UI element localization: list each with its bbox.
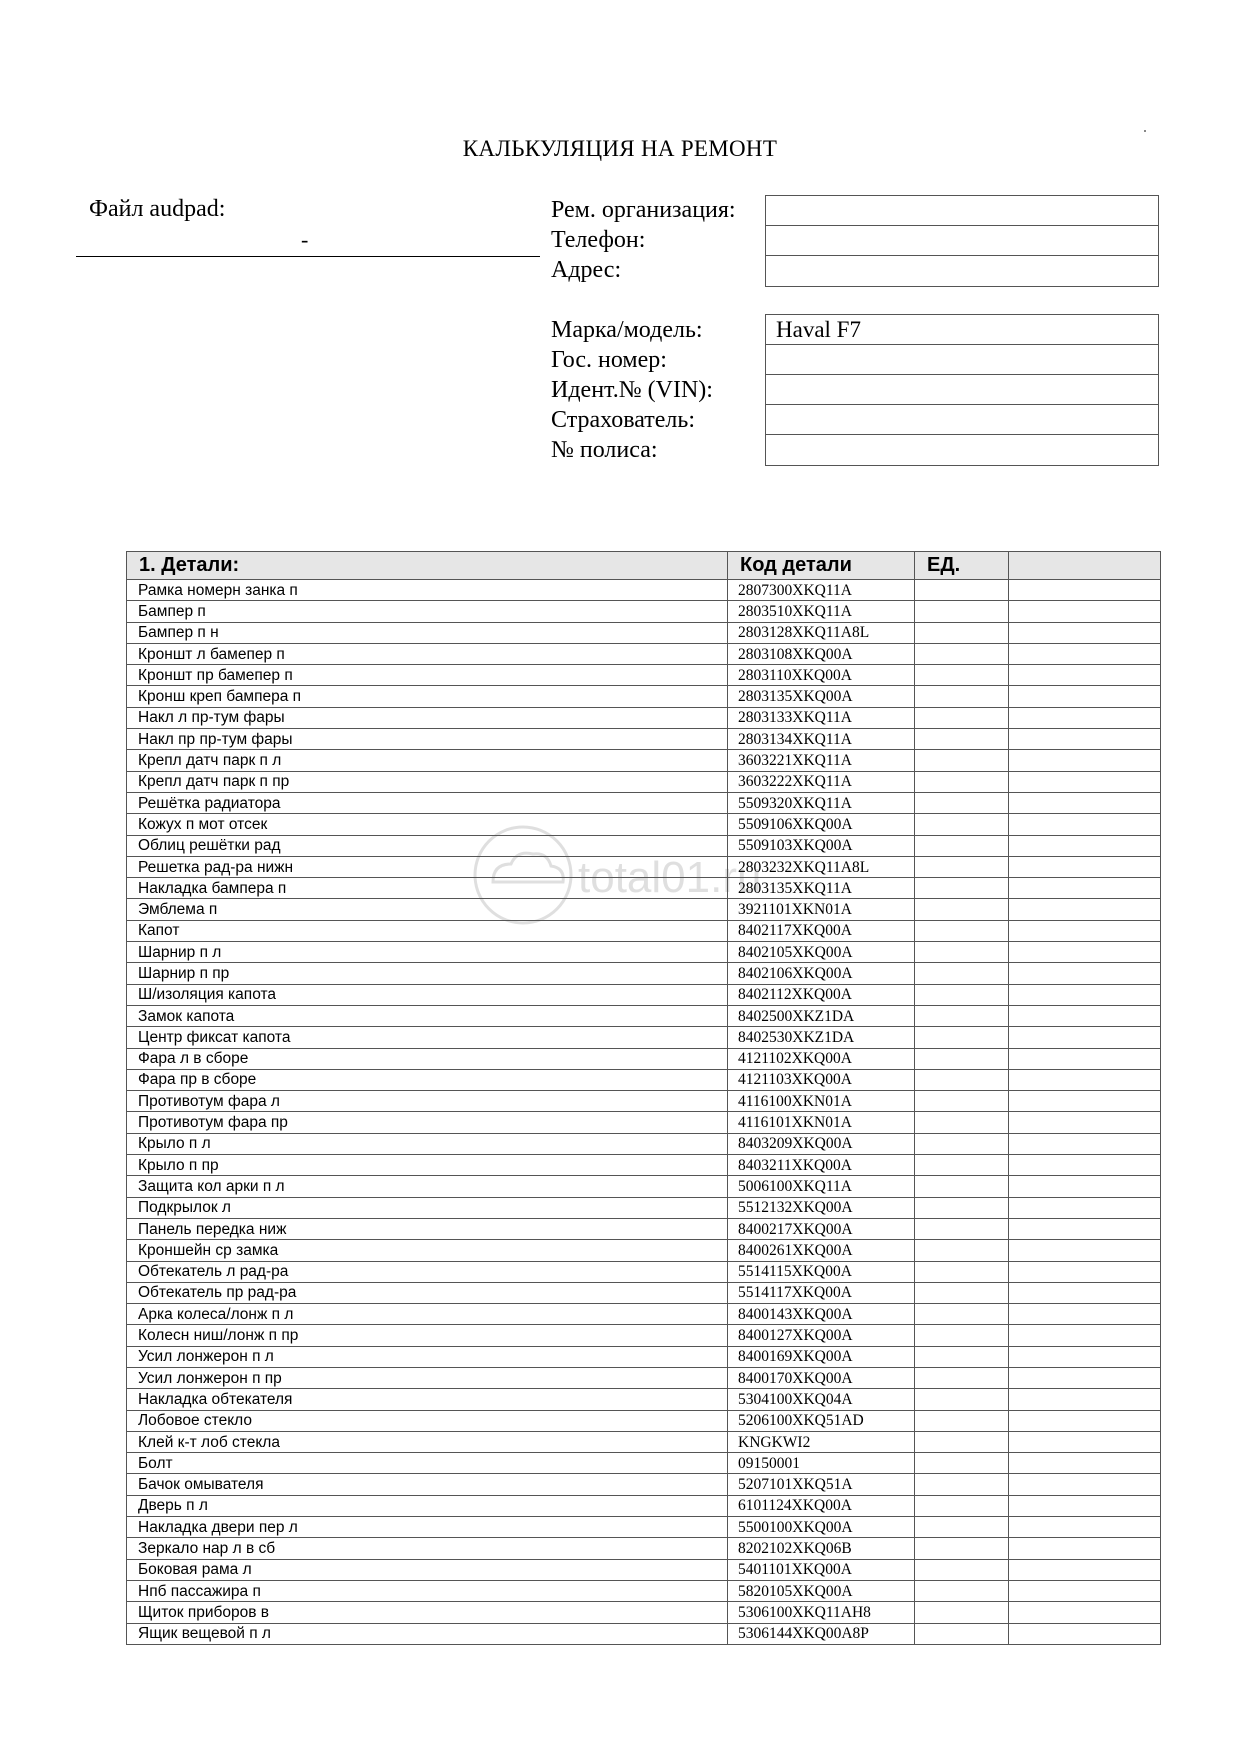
part-extra xyxy=(1009,1112,1161,1133)
table-row xyxy=(127,942,1161,963)
part-name: Крепл датч парк п пр xyxy=(127,771,728,792)
plate-field[interactable] xyxy=(766,345,1158,375)
part-extra xyxy=(1009,729,1161,750)
vin-field[interactable] xyxy=(766,375,1158,405)
table-row xyxy=(127,1431,1161,1452)
part-code: 5206100XKQ51AD xyxy=(728,1410,915,1431)
part-unit xyxy=(915,1069,1009,1090)
part-code: 2803128XKQ11A8L xyxy=(728,622,915,643)
table-row xyxy=(127,1538,1161,1559)
part-code: 3921101XKN01A xyxy=(728,899,915,920)
vehicle-fields xyxy=(765,314,1159,466)
part-unit xyxy=(915,1218,1009,1239)
table-row xyxy=(127,643,1161,664)
table-row xyxy=(127,1602,1161,1623)
table-row xyxy=(127,771,1161,792)
table-row xyxy=(127,920,1161,941)
part-extra xyxy=(1009,920,1161,941)
part-name: Усил лонжерон п пр xyxy=(127,1367,728,1388)
part-code: 5509103XKQ00A xyxy=(728,835,915,856)
table-row xyxy=(127,1005,1161,1026)
part-code: 2803108XKQ00A xyxy=(728,643,915,664)
part-extra xyxy=(1009,1367,1161,1388)
part-code: 5509106XKQ00A xyxy=(728,814,915,835)
part-extra xyxy=(1009,771,1161,792)
part-name: Противотум фара пр xyxy=(127,1112,728,1133)
table-row xyxy=(127,707,1161,728)
part-unit xyxy=(915,1559,1009,1580)
model-field[interactable]: Haval F7 xyxy=(766,315,1158,345)
part-unit xyxy=(915,1495,1009,1516)
part-name: Кожух п мот отсек xyxy=(127,814,728,835)
part-code: 4116100XKN01A xyxy=(728,1091,915,1112)
part-name: Накладка обтекателя xyxy=(127,1389,728,1410)
part-code: 8400170XKQ00A xyxy=(728,1367,915,1388)
part-name: Подкрылок л xyxy=(127,1197,728,1218)
part-code: 2807300XKQ11A xyxy=(728,580,915,601)
part-name: Боковая рама л xyxy=(127,1559,728,1580)
part-unit xyxy=(915,1453,1009,1474)
file-value: - xyxy=(301,227,309,252)
table-row xyxy=(127,1517,1161,1538)
part-unit xyxy=(915,1346,1009,1367)
part-name: Замок капота xyxy=(127,1005,728,1026)
table-row xyxy=(127,963,1161,984)
part-name: Болт xyxy=(127,1453,728,1474)
part-name: Зеркало нар л в сб xyxy=(127,1538,728,1559)
table-row xyxy=(127,665,1161,686)
part-code: 8402105XKQ00A xyxy=(728,942,915,963)
part-unit xyxy=(915,771,1009,792)
part-code: 8400217XKQ00A xyxy=(728,1218,915,1239)
part-code: 6101124XKQ00A xyxy=(728,1495,915,1516)
part-name: Ящик вещевой п л xyxy=(127,1623,728,1644)
part-name: Шарнир п пр xyxy=(127,963,728,984)
part-unit xyxy=(915,707,1009,728)
part-unit xyxy=(915,580,1009,601)
part-name: Противотум фара л xyxy=(127,1091,728,1112)
table-row xyxy=(127,1623,1161,1644)
part-name: Крыло п л xyxy=(127,1133,728,1154)
part-unit xyxy=(915,1155,1009,1176)
table-row xyxy=(127,1048,1161,1069)
part-extra xyxy=(1009,942,1161,963)
address-field[interactable] xyxy=(766,256,1158,286)
part-code: 8403211XKQ00A xyxy=(728,1155,915,1176)
file-label: Файл audpad: xyxy=(89,196,226,222)
table-row xyxy=(127,835,1161,856)
part-code: 8202102XKQ06B xyxy=(728,1538,915,1559)
part-code: 5304100XKQ04A xyxy=(728,1389,915,1410)
part-extra xyxy=(1009,1453,1161,1474)
part-code: 8400261XKQ00A xyxy=(728,1240,915,1261)
table-row xyxy=(127,1261,1161,1282)
part-extra xyxy=(1009,1005,1161,1026)
policy-label: № полиса: xyxy=(551,437,658,463)
part-extra xyxy=(1009,1176,1161,1197)
part-name: Арка колеса/лонж п л xyxy=(127,1304,728,1325)
part-unit xyxy=(915,835,1009,856)
file-underline xyxy=(76,256,540,257)
part-unit xyxy=(915,1431,1009,1452)
part-name: Бампер п н xyxy=(127,622,728,643)
part-unit xyxy=(915,1474,1009,1495)
part-name: Центр фиксат капота xyxy=(127,1027,728,1048)
table-row xyxy=(127,601,1161,622)
part-name: Колесн ниш/лонж п пр xyxy=(127,1325,728,1346)
part-unit xyxy=(915,1367,1009,1388)
part-code: 2803135XKQ00A xyxy=(728,686,915,707)
part-unit xyxy=(915,1325,1009,1346)
part-extra xyxy=(1009,835,1161,856)
part-code: 4121103XKQ00A xyxy=(728,1069,915,1090)
part-unit xyxy=(915,1005,1009,1026)
part-name: Обтекатель пр рад-ра xyxy=(127,1282,728,1303)
part-extra xyxy=(1009,1133,1161,1154)
part-name: Фара л в сборе xyxy=(127,1048,728,1069)
part-extra xyxy=(1009,1389,1161,1410)
part-unit xyxy=(915,750,1009,771)
part-extra xyxy=(1009,1474,1161,1495)
part-name: Кроншт л бамепер п xyxy=(127,643,728,664)
table-row xyxy=(127,1410,1161,1431)
part-code: 5306100XKQ11AH8 xyxy=(728,1602,915,1623)
part-extra xyxy=(1009,1027,1161,1048)
part-extra xyxy=(1009,1325,1161,1346)
part-name: Решётка радиатора xyxy=(127,792,728,813)
part-name: Бампер п xyxy=(127,601,728,622)
part-name: Облиц решётки рад xyxy=(127,835,728,856)
table-row xyxy=(127,1367,1161,1388)
part-unit xyxy=(915,814,1009,835)
part-extra xyxy=(1009,878,1161,899)
repair-org-fields xyxy=(765,195,1159,287)
part-code: 8400127XKQ00A xyxy=(728,1325,915,1346)
part-name: Фара пр в сборе xyxy=(127,1069,728,1090)
part-unit xyxy=(915,1538,1009,1559)
part-code: 5509320XKQ11A xyxy=(728,792,915,813)
header-unit: ЕД. xyxy=(915,552,1009,580)
part-extra xyxy=(1009,1197,1161,1218)
part-extra xyxy=(1009,814,1161,835)
part-extra xyxy=(1009,686,1161,707)
part-unit xyxy=(915,1176,1009,1197)
part-unit xyxy=(915,942,1009,963)
part-extra xyxy=(1009,1602,1161,1623)
parts-table-header xyxy=(127,552,1161,580)
part-name: Накладка двери пер л xyxy=(127,1517,728,1538)
part-code: 2803110XKQ00A xyxy=(728,665,915,686)
table-row xyxy=(127,1112,1161,1133)
part-name: Эмблема п xyxy=(127,899,728,920)
part-code: 5514115XKQ00A xyxy=(728,1261,915,1282)
plate-label: Гос. номер: xyxy=(551,347,667,373)
part-name: Лобовое стекло xyxy=(127,1410,728,1431)
part-extra xyxy=(1009,1069,1161,1090)
part-extra xyxy=(1009,856,1161,877)
part-code: 2803232XKQ11A8L xyxy=(728,856,915,877)
part-name: Нпб пассажира п xyxy=(127,1580,728,1601)
table-row xyxy=(127,1069,1161,1090)
part-extra xyxy=(1009,643,1161,664)
document-title: КАЛЬКУЛЯЦИЯ НА РЕМОНТ xyxy=(462,136,778,161)
part-code: 8403209XKQ00A xyxy=(728,1133,915,1154)
parts-table xyxy=(126,551,1161,1645)
part-code: 2803510XKQ11A xyxy=(728,601,915,622)
table-row xyxy=(127,1282,1161,1303)
part-extra xyxy=(1009,750,1161,771)
part-extra xyxy=(1009,1623,1161,1644)
part-name: Кроншейн ср замка xyxy=(127,1240,728,1261)
part-name: Усил лонжерон п л xyxy=(127,1346,728,1367)
part-unit xyxy=(915,920,1009,941)
table-row xyxy=(127,1091,1161,1112)
table-row xyxy=(127,814,1161,835)
part-extra xyxy=(1009,665,1161,686)
table-row xyxy=(127,984,1161,1005)
part-name: Накл пр пр-тум фары xyxy=(127,729,728,750)
part-code: 8402106XKQ00A xyxy=(728,963,915,984)
part-code: 5514117XKQ00A xyxy=(728,1282,915,1303)
part-unit xyxy=(915,729,1009,750)
part-extra xyxy=(1009,1240,1161,1261)
scan-dot xyxy=(1144,130,1146,132)
part-unit xyxy=(915,963,1009,984)
part-unit xyxy=(915,643,1009,664)
part-extra xyxy=(1009,622,1161,643)
part-extra xyxy=(1009,580,1161,601)
part-extra xyxy=(1009,1495,1161,1516)
table-row xyxy=(127,1240,1161,1261)
table-row xyxy=(127,1453,1161,1474)
policy-field[interactable] xyxy=(766,435,1158,465)
table-row xyxy=(127,580,1161,601)
part-unit xyxy=(915,1027,1009,1048)
part-unit xyxy=(915,984,1009,1005)
part-code: 3603222XKQ11A xyxy=(728,771,915,792)
table-row xyxy=(127,1580,1161,1601)
table-row xyxy=(127,1346,1161,1367)
part-code: 8402500XKZ1DA xyxy=(728,1005,915,1026)
part-code: 2803135XKQ11A xyxy=(728,878,915,899)
part-extra xyxy=(1009,1431,1161,1452)
table-row xyxy=(127,899,1161,920)
table-row xyxy=(127,750,1161,771)
part-unit xyxy=(915,792,1009,813)
part-name: Рамка номерн занка п xyxy=(127,580,728,601)
part-code: 5820105XKQ00A xyxy=(728,1580,915,1601)
part-extra xyxy=(1009,1048,1161,1069)
part-extra xyxy=(1009,1091,1161,1112)
part-unit xyxy=(915,1133,1009,1154)
part-code: KNGKWI2 xyxy=(728,1431,915,1452)
part-name: Клей к-т лоб стекла xyxy=(127,1431,728,1452)
part-unit xyxy=(915,1240,1009,1261)
part-extra xyxy=(1009,899,1161,920)
watermark-text: total01.ru xyxy=(578,853,762,902)
part-name: Капот xyxy=(127,920,728,941)
part-extra xyxy=(1009,963,1161,984)
table-row xyxy=(127,792,1161,813)
part-unit xyxy=(915,856,1009,877)
part-unit xyxy=(915,1112,1009,1133)
part-name: Крыло п пр xyxy=(127,1155,728,1176)
part-unit xyxy=(915,878,1009,899)
part-name: Ш/изоляция капота xyxy=(127,984,728,1005)
part-name: Бачок омывателя xyxy=(127,1474,728,1495)
part-code: 2803134XKQ11A xyxy=(728,729,915,750)
part-code: 4121102XKQ00A xyxy=(728,1048,915,1069)
part-unit xyxy=(915,1048,1009,1069)
part-unit xyxy=(915,686,1009,707)
part-code: 5207101XKQ51A xyxy=(728,1474,915,1495)
part-name: Кронш креп бампера п xyxy=(127,686,728,707)
part-extra xyxy=(1009,1538,1161,1559)
part-unit xyxy=(915,1282,1009,1303)
table-row xyxy=(127,1495,1161,1516)
table-row xyxy=(127,1155,1161,1176)
part-extra xyxy=(1009,601,1161,622)
table-row xyxy=(127,622,1161,643)
part-code: 3603221XKQ11A xyxy=(728,750,915,771)
part-extra xyxy=(1009,1517,1161,1538)
address-label: Адрес: xyxy=(551,257,622,283)
part-name: Накл л пр-тум фары xyxy=(127,707,728,728)
part-code: 8402530XKZ1DA xyxy=(728,1027,915,1048)
insured-field[interactable] xyxy=(766,405,1158,435)
part-code: 8400169XKQ00A xyxy=(728,1346,915,1367)
part-unit xyxy=(915,1261,1009,1282)
part-extra xyxy=(1009,1218,1161,1239)
part-name: Крепл датч парк п л xyxy=(127,750,728,771)
part-name: Обтекатель л рад-ра xyxy=(127,1261,728,1282)
header-extra xyxy=(1009,552,1161,580)
part-extra xyxy=(1009,1282,1161,1303)
part-code: 8402112XKQ00A xyxy=(728,984,915,1005)
part-unit xyxy=(915,1389,1009,1410)
part-code: 8402117XKQ00A xyxy=(728,920,915,941)
part-unit xyxy=(915,1091,1009,1112)
table-row xyxy=(127,1176,1161,1197)
table-row xyxy=(127,1474,1161,1495)
table-row xyxy=(127,1325,1161,1346)
repair-org-label: Рем. организация: xyxy=(551,197,736,223)
repair-org-field[interactable] xyxy=(766,196,1158,226)
part-unit xyxy=(915,1623,1009,1644)
part-unit xyxy=(915,1410,1009,1431)
table-row xyxy=(127,1389,1161,1410)
table-row xyxy=(127,1559,1161,1580)
table-row xyxy=(127,686,1161,707)
part-code: 5006100XKQ11A xyxy=(728,1176,915,1197)
part-code: 5512132XKQ00A xyxy=(728,1197,915,1218)
part-unit xyxy=(915,899,1009,920)
part-extra xyxy=(1009,707,1161,728)
header-parts: 1. Детали: xyxy=(127,552,728,580)
header-code: Код детали xyxy=(728,552,915,580)
part-code: 5401101XKQ00A xyxy=(728,1559,915,1580)
part-unit xyxy=(915,1580,1009,1601)
part-unit xyxy=(915,1602,1009,1623)
part-unit xyxy=(915,1197,1009,1218)
part-name: Дверь п л xyxy=(127,1495,728,1516)
part-extra xyxy=(1009,984,1161,1005)
part-extra xyxy=(1009,1580,1161,1601)
part-name: Решетка рад-ра нижн xyxy=(127,856,728,877)
part-code: 5306144XKQ00A8P xyxy=(728,1623,915,1644)
phone-label: Телефон: xyxy=(551,227,646,253)
part-extra xyxy=(1009,1155,1161,1176)
part-extra xyxy=(1009,1346,1161,1367)
model-label: Марка/модель: xyxy=(551,317,703,343)
part-extra xyxy=(1009,1304,1161,1325)
part-name: Шарнир п л xyxy=(127,942,728,963)
part-extra xyxy=(1009,1410,1161,1431)
phone-field[interactable] xyxy=(766,226,1158,256)
part-code: 4116101XKN01A xyxy=(728,1112,915,1133)
part-code: 5500100XKQ00A xyxy=(728,1517,915,1538)
part-code: 09150001 xyxy=(728,1453,915,1474)
table-row xyxy=(127,1218,1161,1239)
table-row xyxy=(127,1197,1161,1218)
part-name: Накладка бампера п xyxy=(127,878,728,899)
part-extra xyxy=(1009,792,1161,813)
part-extra xyxy=(1009,1261,1161,1282)
table-row xyxy=(127,729,1161,750)
part-unit xyxy=(915,1304,1009,1325)
table-row xyxy=(127,1027,1161,1048)
part-unit xyxy=(915,1517,1009,1538)
vin-label: Идент.№ (VIN): xyxy=(551,377,713,403)
part-code: 8400143XKQ00A xyxy=(728,1304,915,1325)
part-name: Щиток приборов в xyxy=(127,1602,728,1623)
part-unit xyxy=(915,665,1009,686)
part-code: 2803133XKQ11A xyxy=(728,707,915,728)
insured-label: Страхователь: xyxy=(551,407,695,433)
parts-table-body xyxy=(127,580,1161,1645)
table-row xyxy=(127,1133,1161,1154)
table-row xyxy=(127,878,1161,899)
part-name: Защита кол арки п л xyxy=(127,1176,728,1197)
table-row xyxy=(127,1304,1161,1325)
part-unit xyxy=(915,601,1009,622)
part-unit xyxy=(915,622,1009,643)
table-row xyxy=(127,856,1161,877)
part-name: Кроншт пр бамепер п xyxy=(127,665,728,686)
part-extra xyxy=(1009,1559,1161,1580)
part-name: Панель передка ниж xyxy=(127,1218,728,1239)
